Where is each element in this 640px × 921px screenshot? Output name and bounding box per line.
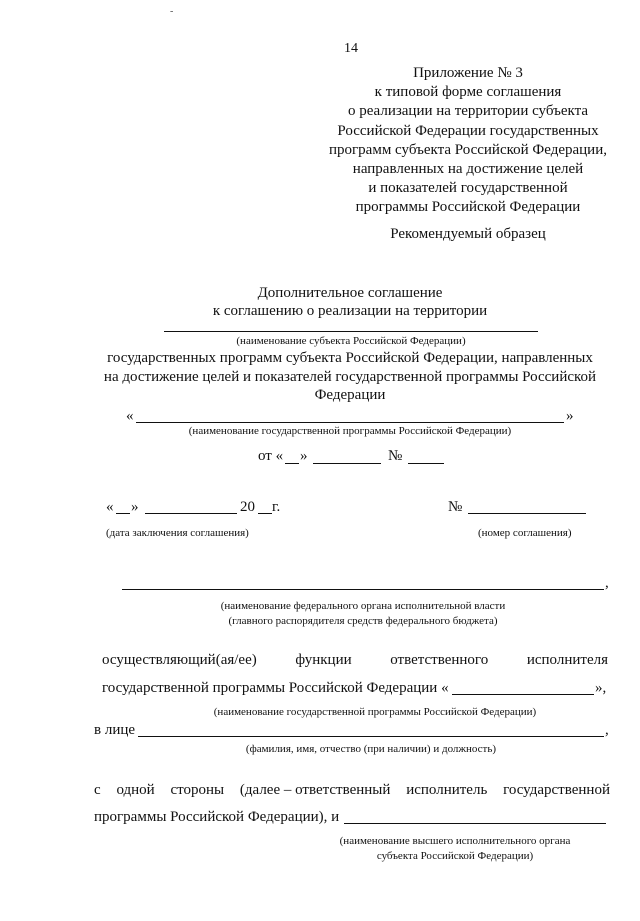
appendix-line: программы Российской Федерации [355,199,581,216]
executor-program-field[interactable] [452,694,594,695]
appendix-header [318,64,618,218]
program-name-field[interactable] [136,422,564,423]
party-word: (далее – ответственный [239,782,391,798]
executor-word: осуществляющий(ая/ее) [102,652,257,668]
quote-close: » [566,408,574,424]
number-sign: № [388,448,403,464]
title-line: Дополнительное соглашение [257,285,443,301]
executor-word: ответственного [390,652,489,668]
federal-body-comma: , [605,575,609,591]
title-line: к соглашению о реализации на территории [212,303,488,319]
subject-name-field[interactable] [164,331,538,332]
party-word: стороны [170,782,225,798]
subject-caption: (наименование субъекта Российской Федерации) [236,335,466,347]
agreement-number-field[interactable] [468,513,586,514]
executor-word: функции [295,652,352,668]
appendix-line: программ субъекта Российской Федерации, [328,141,607,158]
month-field[interactable] [313,463,381,464]
appendix-line: Приложение № 3 [413,65,523,81]
party-line [94,782,610,799]
program-caption: (наименование государственной программы Российской Федерации) [188,425,512,437]
date-caption: (дата заключения соглашения) [106,527,249,539]
number-caption: (номер соглашения) [478,527,572,539]
page-number: 14 [344,41,358,56]
regional-body-field[interactable] [344,823,606,824]
regional-body-caption: субъекта Российской Федерации) [376,850,534,862]
title-line: на достижение целей и показателей государственной программы Российской [103,369,597,385]
date-quote-close: » [131,499,139,515]
federal-body-caption: (главного распорядителя средств федерального бюджета) [228,615,498,627]
appendix-line: к типовой форме соглашения [374,84,562,101]
quote-open: « [126,408,134,424]
title-line: Федерации [314,387,386,403]
party-word: одной [116,782,155,798]
agreement-number-sign: № [448,499,463,515]
recommended-sample-label: Рекомендуемый образец [390,226,546,242]
executor-line [102,652,608,669]
regional-body-caption: (наименование высшего исполнительного органа [339,835,571,847]
party-word: с [94,782,101,798]
person-caption: (фамилия, имя, отчество (при наличии) и должность) [245,743,497,755]
title-line: государственных программ субъекта Российской Федерации, направленных [107,350,593,366]
appendix-line: Российской Федерации государственных [337,122,599,139]
party-word: государственной [503,782,610,798]
person-comma: , [605,722,609,738]
day-field[interactable] [285,463,299,464]
party-word: исполнитель [406,782,488,798]
appendix-line: и показателей государственной [368,180,568,197]
agreement-year-field[interactable] [258,513,272,514]
year-prefix: 20 [240,499,255,515]
federal-body-field[interactable] [122,589,604,590]
party-prefix: программы Российской Федерации), и [94,809,340,825]
from-mid: » [300,448,308,464]
executor-program-prefix: государственной программы Российской Федерации « [102,680,449,696]
scan-mark: - [170,6,174,17]
base-number-field[interactable] [408,463,444,464]
agreement-day-field[interactable] [116,513,130,514]
person-field[interactable] [138,736,604,737]
executor-program-suffix: », [595,680,607,696]
executor-word: исполнителя [526,652,608,668]
from-prefix: от « [258,448,284,464]
appendix-line: направленных на достижение целей [352,161,584,178]
federal-body-caption: (наименование федерального органа исполнительной власти [220,600,506,612]
date-quote-open: « [106,499,114,515]
year-suffix: г. [272,499,281,515]
appendix-line: о реализации на территории субъекта [347,103,589,120]
executor-program-caption: (наименование государственной программы Российской Федерации) [213,706,537,718]
person-prefix: в лице [94,722,136,738]
agreement-month-field[interactable] [145,513,237,514]
